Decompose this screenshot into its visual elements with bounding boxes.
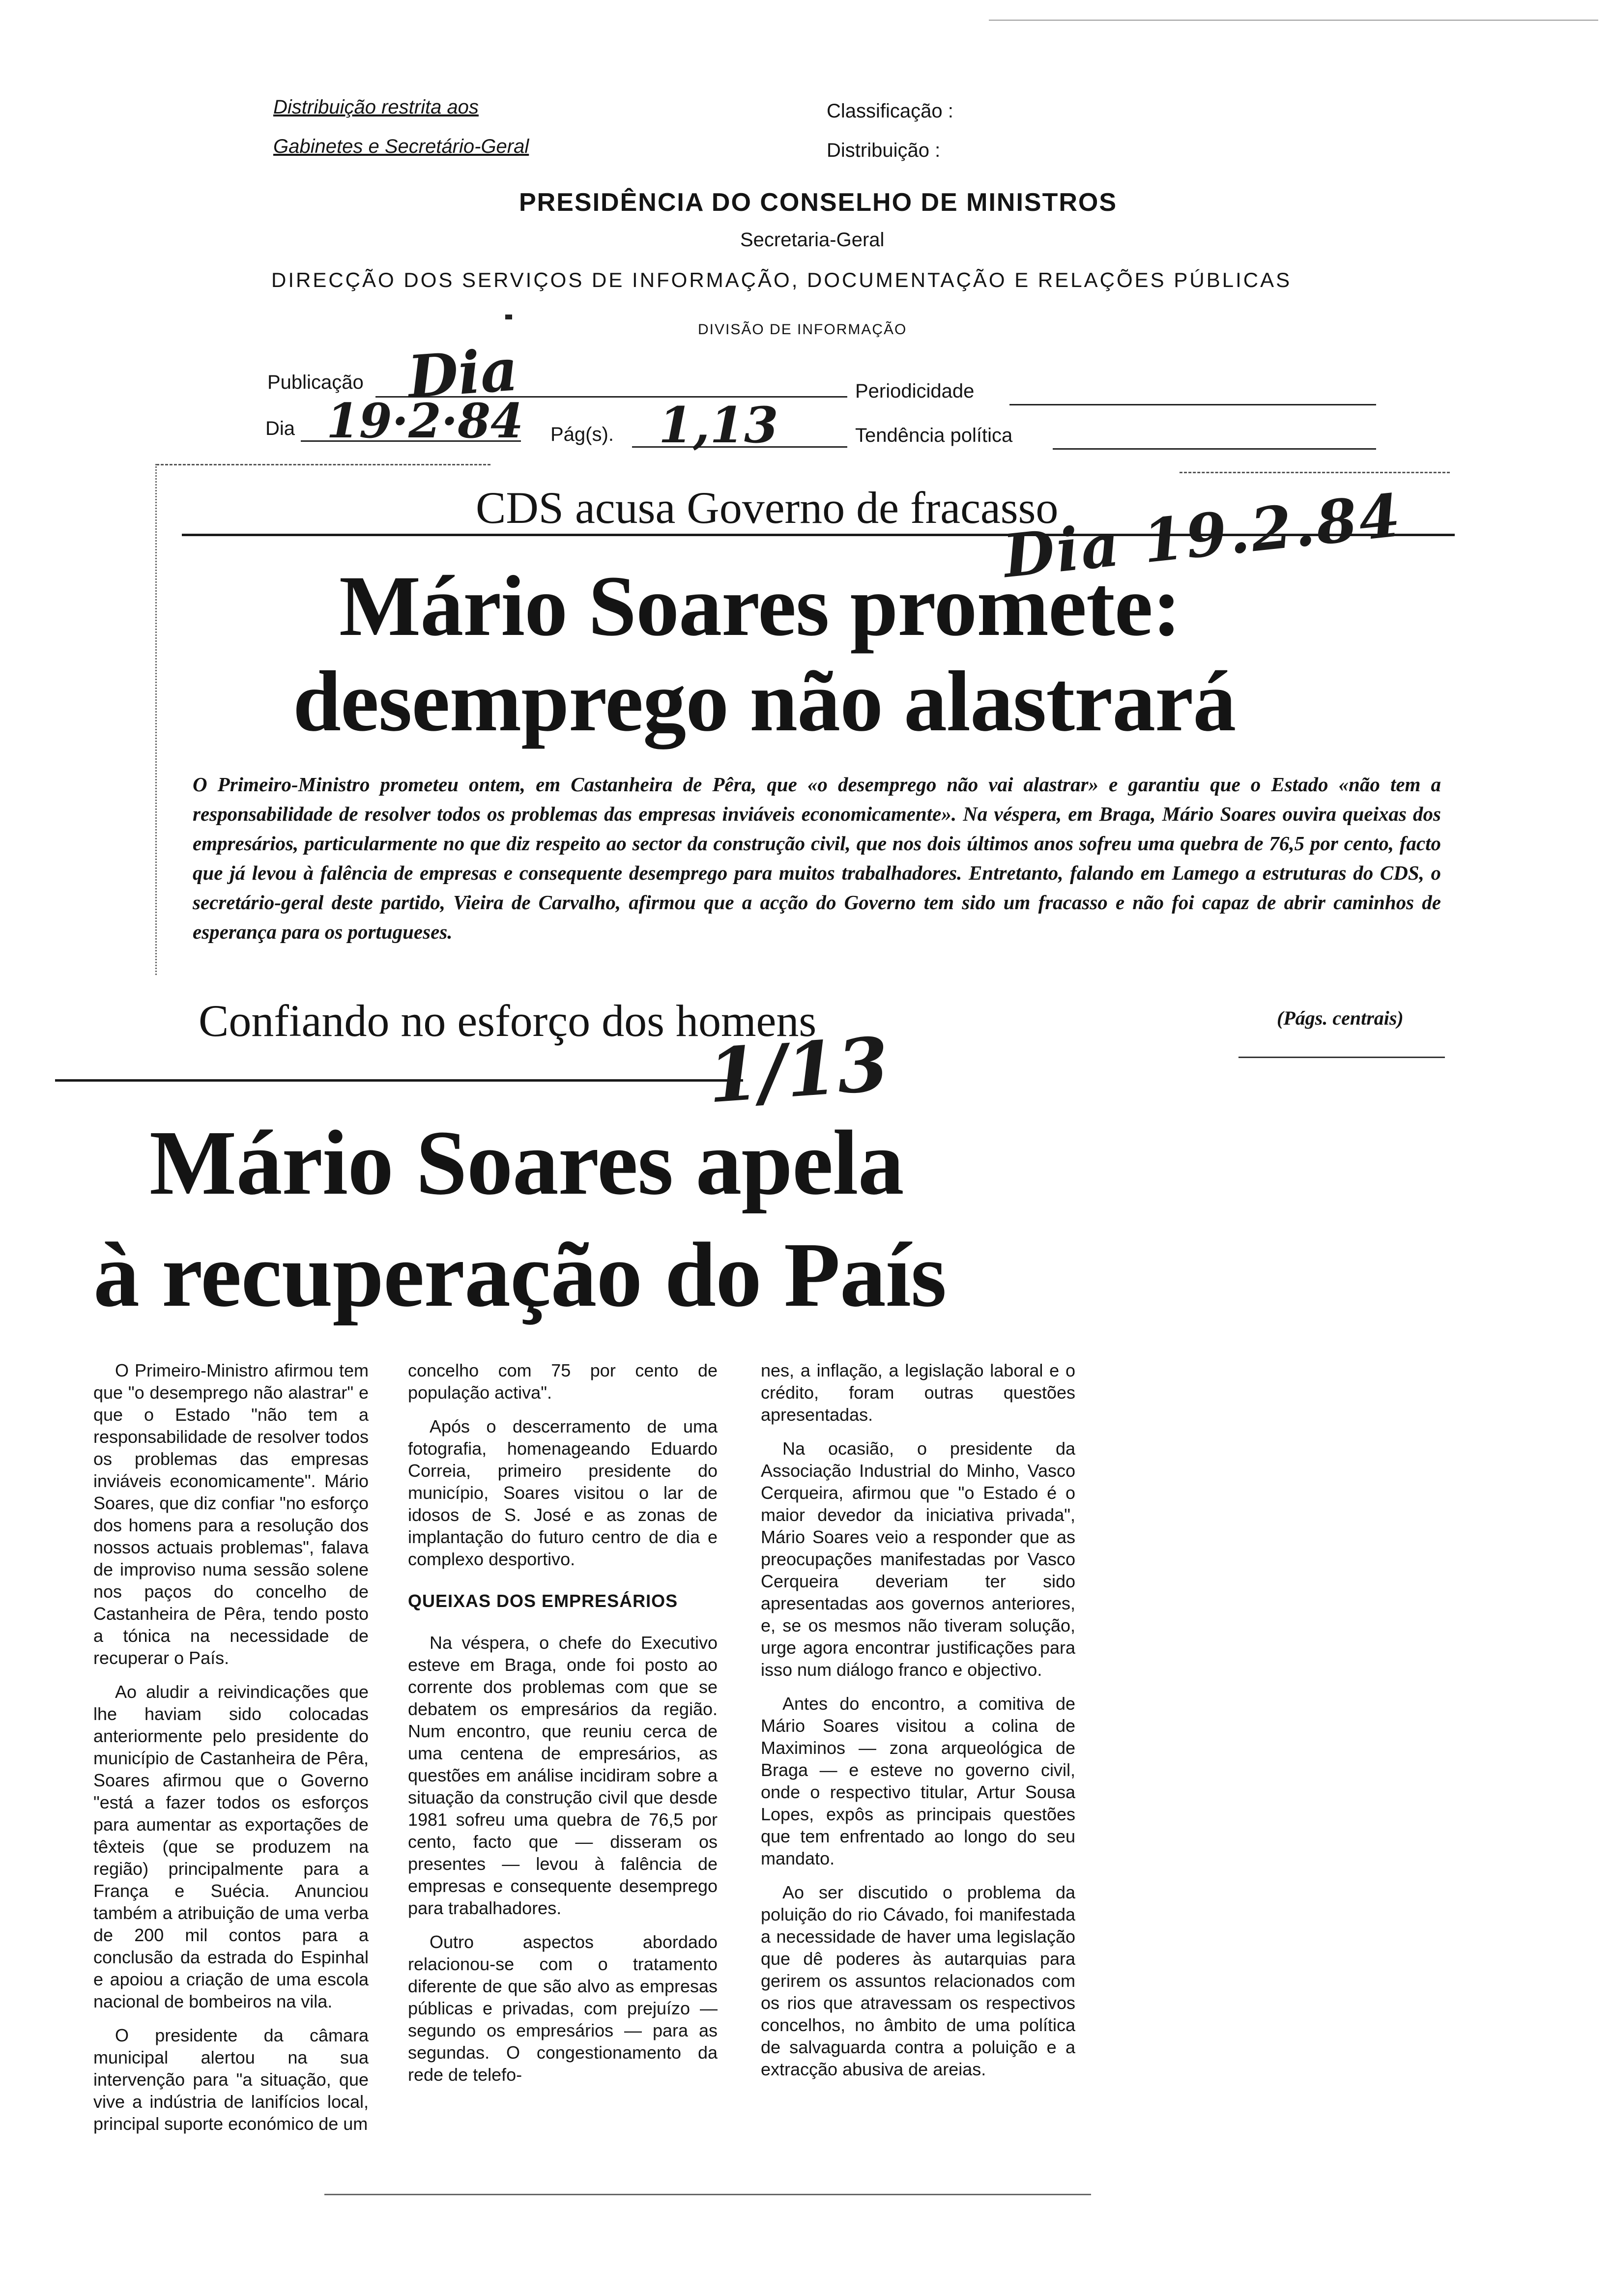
scan-edge-top (989, 20, 1598, 21)
col3-paragraph-1: nes, a inflação, a legislação laboral e o crédito, foram outras questões apresentadas. (761, 1360, 1075, 1425)
clipping-edge-top-left (156, 464, 490, 465)
publication-label: Publicação (267, 372, 364, 393)
article1-headline-line2: desemprego não alastrará (293, 654, 1236, 749)
political-tendency-fill-line (1053, 448, 1376, 450)
col3-paragraph-2: Na ocasião, o presidente da Associação Industrial do Minho, Vasco Cerqueira, afirmou que "o Estado é o maior devedor da iniciativa privada", Mário Soares veio a responder que as preocupações manifestadas por Vasco Cerqueira deveriam ter sido apresentadas aos governos anteriores, e, se os mesmos não tiveram solução, urge agora encontrar justificações para isso num diálogo franco e objectivo. (761, 1438, 1075, 1680)
distribution-note-line2: Gabinetes e Secretário-Geral (273, 136, 529, 157)
page-reference-rule (1238, 1057, 1445, 1058)
article1-kicker: CDS acusa Governo de fracasso (476, 483, 1059, 533)
article2-kicker-rule (55, 1079, 743, 1082)
article1-lead: O Primeiro-Ministro prometeu ontem, em Castanheira de Pêra, que «o desemprego não vai alastrar» e garantiu que o Estado «não tem a responsabilidade de resolver todos os problemas das empresas inviáveis economicamente». Na véspera, em Braga, Mário Soares ouvira queixas dos empresários, particularmente no que diz respeito ao sector da construção civil, que nos dois últimos anos sofreu uma quebra de 76,5 por cento, facto que já levou à falência de empresas e consequente desemprego para muitos trabalhadores. Entretanto, falando em Lamego a estruturas do CDS, o secretário-geral deste partido, Vieira de Carvalho, afirmou que a acção do Governo tem sido um fracasso e não foi capaz de abrir caminhos de esperança para os portugueses. (193, 773, 1441, 943)
col2-paragraph-4: Outro aspectos abordado relacionou-se com o tratamento diferente de que são alvo as empresas públicas e privadas, com prejuízo — segundo os empresários — para as segundas. O congestionamento da rede de telefo- (408, 1932, 718, 2085)
periodicity-fill-line (1009, 404, 1376, 405)
article2-handwritten-page: 1/13 (705, 1021, 892, 1120)
political-tendency-label: Tendência política (855, 425, 1013, 446)
distribution-note-line1: Distribuição restrita aos (273, 96, 479, 118)
article2-column-1 (93, 1359, 369, 2135)
bullet-mark (505, 315, 512, 319)
classification-label: Classificação : (827, 100, 953, 122)
date-label: Dia (265, 418, 295, 439)
col2-paragraph-1: concelho com 75 por cento de população activa". (408, 1360, 718, 1403)
col1-paragraph-1: O Primeiro-Ministro afirmou tem que "o desemprego não alastrar" e que o Estado "não tem a responsabilidade de resolver todos os problemas das empresas inviáveis economicamente". Mário Soares, que diz confiar "no esforço dos homens para a resolução dos nossos actuais problemas", falava de improviso numa sessão solene nos paços do concelho de Castanheira de Pêra, tendo posto a tónica na necessidade de recuperar o País. (93, 1360, 369, 1668)
secretariat-name: Secretaria-Geral (740, 229, 885, 251)
article2-column-2 (408, 1359, 718, 2086)
pages-label: Pág(s). (550, 424, 614, 445)
col1-paragraph-2: Ao aludir a reivindicações que lhe haviam sido colocadas anteriormente pelo presidente do município de Castanheira de Pêra, Soares afirmou que o Governo "está a fazer todos os esforços para aumentar as exportações de têxteis (que se produzem na região) principalmente para a França e Suécia. Anunciou também a atribuição de uma verba de 200 mil contos para a conclusão da estrada do Espinhal e apoiou a criação de uma escola nacional de bombeiros na vila. (93, 1682, 369, 2011)
distribution-label: Distribuição : (827, 140, 941, 161)
article1-headline-line1: Mário Soares promete: (339, 558, 1181, 654)
article2-headline-line2: à recuperação do País (93, 1223, 947, 1326)
organization-title: PRESIDÊNCIA DO CONSELHO DE MINISTROS (519, 188, 1118, 217)
article2-kicker: Confiando no esforço dos homens (199, 996, 817, 1046)
article2-headline-line1: Mário Soares apela (149, 1111, 904, 1214)
date-handwritten: 19·2·84 (326, 393, 523, 449)
col2-paragraph-2: Após o descerramento de uma fotografia, homenageando Eduardo Correia, primeiro presidente do município, Soares visitou o lar de idosos de S. José e as zonas de implantação do futuro centro de dia e complexo desportivo. (408, 1416, 718, 1569)
clipping-edge-top-right (1180, 472, 1450, 473)
col3-paragraph-4: Ao ser discutido o problema da poluição do rio Cávado, foi manifestada a necessidade de haver uma legislação que dê poderes às autarquias para gerirem os assuntos relacionados com os rios que atravessam os respectivos concelhos, no âmbito de uma política de salvaguarda contra a poluição e a extracção abusiva de areias. (761, 1882, 1075, 2079)
department-name: DIRECÇÃO DOS SERVIÇOS DE INFORMAÇÃO, DOCUMENTAÇÃO E RELAÇÕES PÚBLICAS (271, 268, 1292, 291)
clipping-edge-left (155, 464, 157, 975)
division-name: DIVISÃO DE INFORMAÇÃO (698, 321, 907, 338)
article2-subhead: QUEIXAS DOS EMPRESÁRIOS (408, 1591, 678, 1611)
bottom-clipping-edge (324, 2194, 1091, 2195)
col2-paragraph-3: Na véspera, o chefe do Executivo esteve em Braga, onde foi posto ao corrente dos problemas com que se debatem os empresários da região. Num encontro, que reuniu cerca de uma centena de empresários, as questões em análise incidiram sobre a situação da construção civil que desde 1981 sofreu uma quebra de 76,5 por cento, facto que — disseram os presentes — levou à falência de empresas e consequente desemprego para trabalhadores. (408, 1633, 718, 1918)
article1-handwritten-date: Dia 19.2.84 (1000, 480, 1406, 592)
article2-column-3 (761, 1359, 1075, 2080)
col3-paragraph-3: Antes do encontro, a comitiva de Mário Soares visitou a colina de Maximinos — zona arqueológica de Braga — e esteve no governo civil, onde o respectivo titular, Artur Sousa Lopes, expôs as principais questões que tem enfrentado ao longo do seu mandato. (761, 1693, 1075, 1868)
publication-handwritten: Dia (405, 335, 520, 411)
pages-handwritten: 1,13 (659, 396, 778, 454)
article2-page-reference: (Págs. centrais) (1277, 1007, 1404, 1029)
periodicity-label: Periodicidade (855, 380, 975, 402)
col1-paragraph-3: O presidente da câmara municipal alertou na sua intervenção para "a situação, que vive a indústria de lanifícios local, principal suporte económico de um (93, 2025, 369, 2134)
